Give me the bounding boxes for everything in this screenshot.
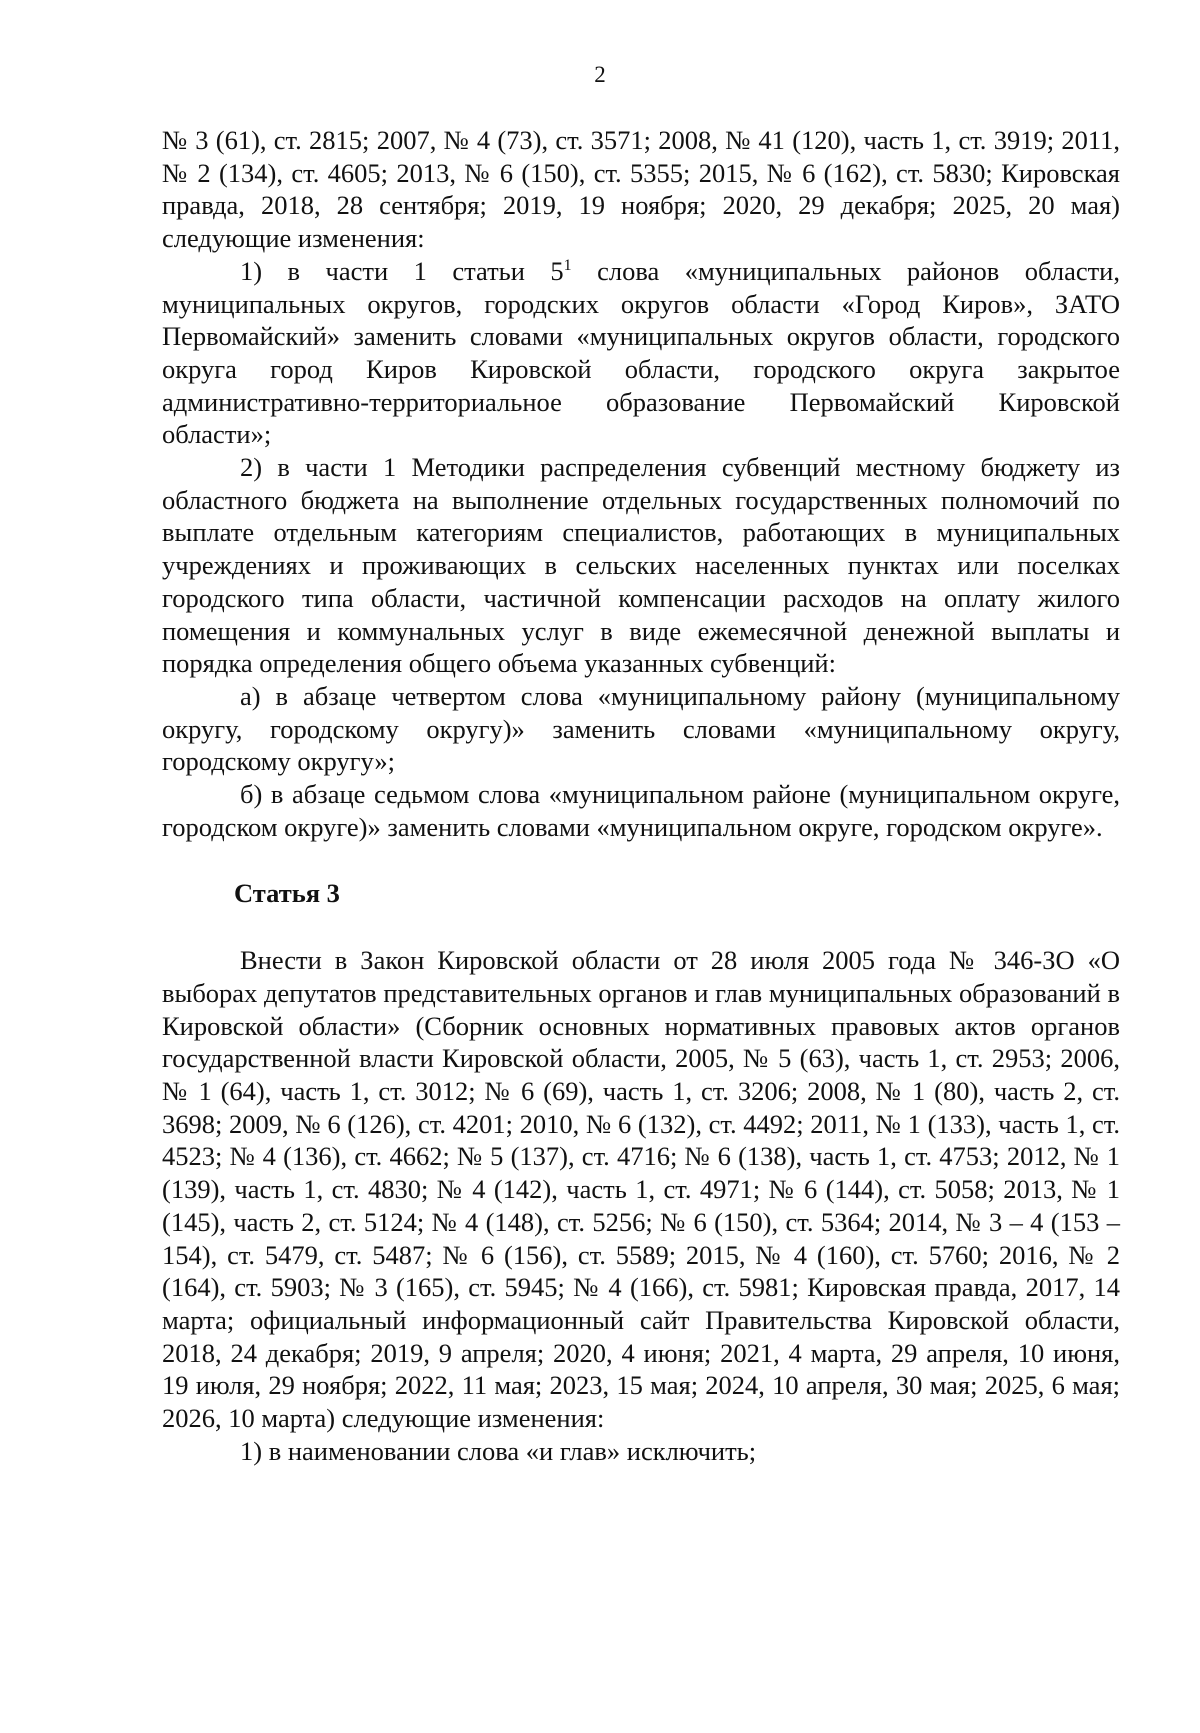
article-3-heading: Статья 3	[234, 878, 340, 909]
amendment-item-1-text: слова «муниципальных районов области, муниципальных округов, городских округов области «Город Киров», ЗАТО Первомайский» заменить словами «муниципальных округов области, городского округа город Киров Кировской области, городского округа закрытое административно-территориальное образование Первомайский Кировской области»;	[162, 255, 1120, 450]
amendment-item-1	[162, 255, 1120, 451]
amendment-item-2b: б) в абзаце седьмом слова «муниципальном районе (муниципальном округе, городском округе)» заменить словами «муниципальном округе, городском округе».	[162, 779, 1120, 842]
continuation-paragraph: № 3 (61), ст. 2815; 2007, № 4 (73), ст. 3571; 2008, № 41 (120), часть 1, ст. 3919; 2011, № 2 (134), ст. 4605; 2013, № 6 (150), ст. 5355; 2015, № 6 (162), ст. 5830; Кировская правда, 2018, 28 сентября; 2019, 19 ноября; 2020, 29 декабря; 2025, 20 мая) следующие изменения:	[162, 125, 1120, 254]
spacer	[162, 910, 1120, 944]
amendment-item-2a: а) в абзаце четвертом слова «муниципальному району (муниципальному округу, городскому округу)» заменить словами «муниципальному округу, городскому округу»;	[162, 680, 1120, 777]
article-3-item-1: 1) в наименовании слова «и глав» исключить;	[240, 1435, 757, 1466]
article-superscript: 1	[563, 256, 572, 274]
spacer	[162, 843, 1120, 877]
page-number: 2	[594, 62, 606, 87]
amendment-item-1-lead: 1) в части 1 статьи 5	[240, 255, 564, 286]
article-3-intro: Внести в Закон Кировской области от 28 июля 2005 года № 346-ЗО «О выборах депутатов представительных органов и глав муниципальных образований в Кировской области» (Сборник основных нормативных правовых актов органов государственной власти Кировской области, 2005, № 5 (63), часть 1, ст. 2953; 2006, № 1 (64), часть 1, ст. 3012; № 6 (69), часть 1, ст. 3206; 2008, № 1 (80), часть 2, ст. 3698; 2009, № 6 (126), ст. 4201; 2010, № 6 (132), ст. 4492; 2011, № 1 (133), часть 1, ст. 4523; № 4 (136), ст. 4662; № 5 (137), ст. 4716; № 6 (138), часть 1, ст. 4753; 2012, № 1 (139), часть 1, ст. 4830; № 4 (142), часть 1, ст. 4971; № 6 (144), ст. 5058; 2013, № 1 (145), часть 2, ст. 5124; № 4 (148), ст. 5256; № 6 (150), ст. 5364; 2014, № 3 – 4 (153 – 154), ст. 5479, ст. 5487; № 6 (156), ст. 5589; 2015, № 4 (160), ст. 5760; 2016, № 2 (164), ст. 5903; № 3 (165), ст. 5945; № 4 (166), ст. 5981; Кировская правда, 2017, 14 марта; официальный информационный сайт Правительства Кировской области, 2018, 24 декабря; 2019, 9 апреля; 2020, 4 июня; 2021, 4 марта, 29 апреля, 10 июня, 19 июля, 29 ноября; 2022, 11 мая; 2023, 15 мая; 2024, 10 апреля, 30 мая; 2025, 6 мая; 2026, 10 марта) следующие изменения:	[162, 945, 1120, 1434]
amendment-item-2: 2) в части 1 Методики распределения субвенций местному бюджету из областного бюджета на выполнение отдельных государственных полномочий по выплате отдельным категориям специалистов, работающих в муниципальных учреждениях и проживающих в сельских населенных пунктах или поселках городского типа области, частичной компенсации расходов на оплату жилого помещения и коммунальных услуг в виде ежемесячной денежной выплаты и порядка определения общего объема указанных субвенций:	[162, 452, 1120, 679]
document-body	[162, 124, 1120, 1467]
